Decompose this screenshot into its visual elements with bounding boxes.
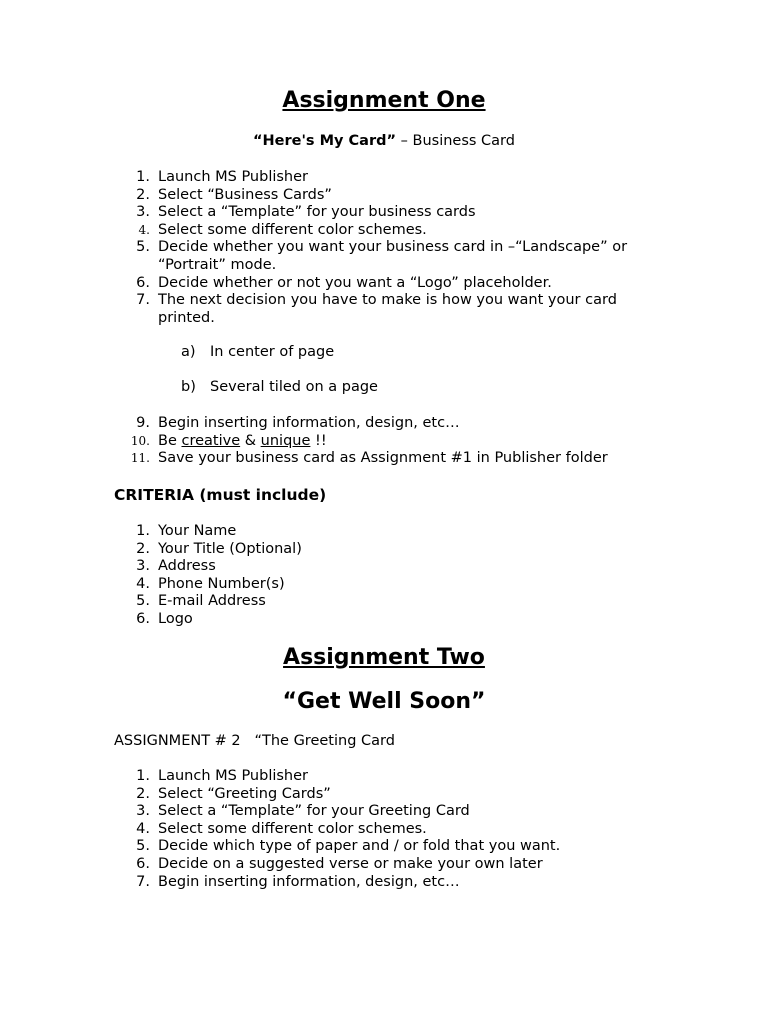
- assignment-two-subtitle: “Get Well Soon”: [282, 689, 486, 714]
- list-item: 2. Your Title (Optional): [136, 540, 302, 557]
- list-item: 4. Phone Number(s): [136, 575, 285, 592]
- assignment-one-steps-part1: [0, 169, 768, 327]
- list-item: 6. Decide on a suggested verse or make your own later: [136, 855, 543, 872]
- list-item: 3. Address: [136, 558, 216, 575]
- list-item: 9. Begin inserting information, design, etc…: [136, 415, 460, 431]
- assignment-one-subtitle: [0, 133, 768, 149]
- list-item: 5. Decide which type of paper and / or fold that you want.: [136, 838, 561, 855]
- list-item: 6. Decide whether or not you want a “Logo” placeholder.: [136, 274, 552, 291]
- list-item: 7. Begin inserting information, design, etc…: [136, 873, 460, 890]
- assignment-two-title: Assignment Two: [283, 645, 485, 670]
- list-item: 1. Your Name: [136, 523, 237, 539]
- print-option-center: a) In center of page: [181, 344, 335, 360]
- list-item: 2. Select “Greeting Cards”: [136, 785, 331, 802]
- subtitle-card-type: – Business Card: [396, 133, 515, 149]
- assignment-one-steps-part2: [0, 415, 768, 468]
- list-item: 1. Launch MS Publisher: [136, 768, 309, 784]
- list-item: 4. Select some different color schemes.: [136, 820, 427, 837]
- print-option-tiled: b) Several tiled on a page: [181, 379, 378, 395]
- list-item: 5. E-mail Address: [136, 593, 266, 610]
- list-item: 2. Select “Business Cards”: [136, 186, 332, 203]
- list-item: 3. Select a “Template” for your business cards: [136, 204, 476, 221]
- criteria-list: [0, 523, 768, 629]
- assignment-two-steps: [0, 768, 768, 891]
- list-item: 7. The next decision you have to make is how you want your card printed.: [136, 292, 617, 326]
- list-item: 6. Logo: [136, 610, 193, 627]
- list-item: 5. Decide whether you want your business card in –“Landscape” or “Portrait” mode.: [136, 239, 628, 273]
- list-item: 1. Launch MS Publisher: [136, 169, 309, 185]
- assignment-one-title: Assignment One: [282, 88, 486, 113]
- list-item: 10. Be creative & unique !!: [130, 432, 327, 449]
- list-item: 3. Select a “Template” for your Greeting Card: [136, 803, 470, 820]
- criteria-heading: CRITERIA (must include): [114, 486, 327, 504]
- list-item: 4. Select some different color schemes.: [138, 221, 427, 238]
- subtitle-card-name: “Here's My Card”: [253, 133, 397, 149]
- assignment-two-label: ASSIGNMENT # 2 “The Greeting Card: [114, 733, 395, 749]
- list-item: 11. Save your business card as Assignment #1 in Publisher folder: [130, 450, 608, 467]
